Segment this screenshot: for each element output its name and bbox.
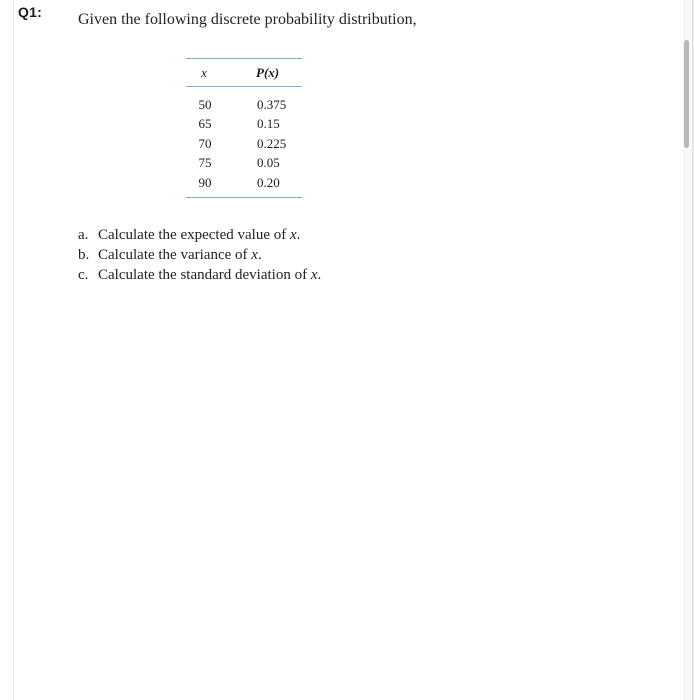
cell-probability: 0.15 (257, 116, 280, 132)
header-x: x (201, 64, 207, 80)
cell-x: 70 (198, 135, 212, 151)
scrollbar[interactable] (683, 0, 691, 700)
question-label: Q1: (18, 4, 42, 20)
question-part-b (78, 245, 321, 265)
question-part-a (78, 225, 321, 245)
part-marker: b. (78, 247, 90, 263)
header-px: P(x) (256, 64, 280, 80)
question-part-c (78, 265, 321, 285)
cell-probability: 0.20 (257, 174, 280, 190)
table-row (186, 154, 302, 174)
part-end: . (257, 247, 262, 263)
table-row (186, 173, 302, 193)
question-intro: Given the following discrete probability distribution, (78, 11, 417, 28)
table-row (186, 95, 302, 115)
probability-distribution-table (186, 58, 302, 198)
table-bottom-rule (186, 197, 302, 198)
part-text: Calculate the expected value of (98, 227, 290, 243)
cell-probability: 0.375 (257, 96, 287, 112)
cell-x: 90 (198, 174, 212, 190)
cell-probability: 0.05 (257, 155, 280, 171)
part-variable: x (310, 267, 318, 283)
part-text: Calculate the variance of (98, 247, 252, 263)
part-variable: x (251, 247, 258, 263)
part-marker: c. (78, 267, 89, 283)
cell-x: 65 (198, 116, 212, 132)
scrollbar-thumb[interactable] (684, 40, 689, 148)
table-row (186, 134, 302, 154)
table-body (186, 87, 302, 193)
question-parts (78, 225, 321, 285)
table-row (186, 115, 302, 135)
part-marker: a. (78, 227, 89, 243)
part-variable: x (290, 227, 297, 243)
part-end: . (296, 227, 301, 243)
cell-x: 75 (198, 155, 212, 171)
part-text: Calculate the standard deviation of (98, 267, 311, 283)
cell-x: 50 (198, 96, 212, 112)
margin-rule (13, 0, 14, 700)
part-end: . (317, 267, 322, 283)
table-header-row (186, 59, 302, 86)
cell-probability: 0.225 (257, 135, 287, 151)
